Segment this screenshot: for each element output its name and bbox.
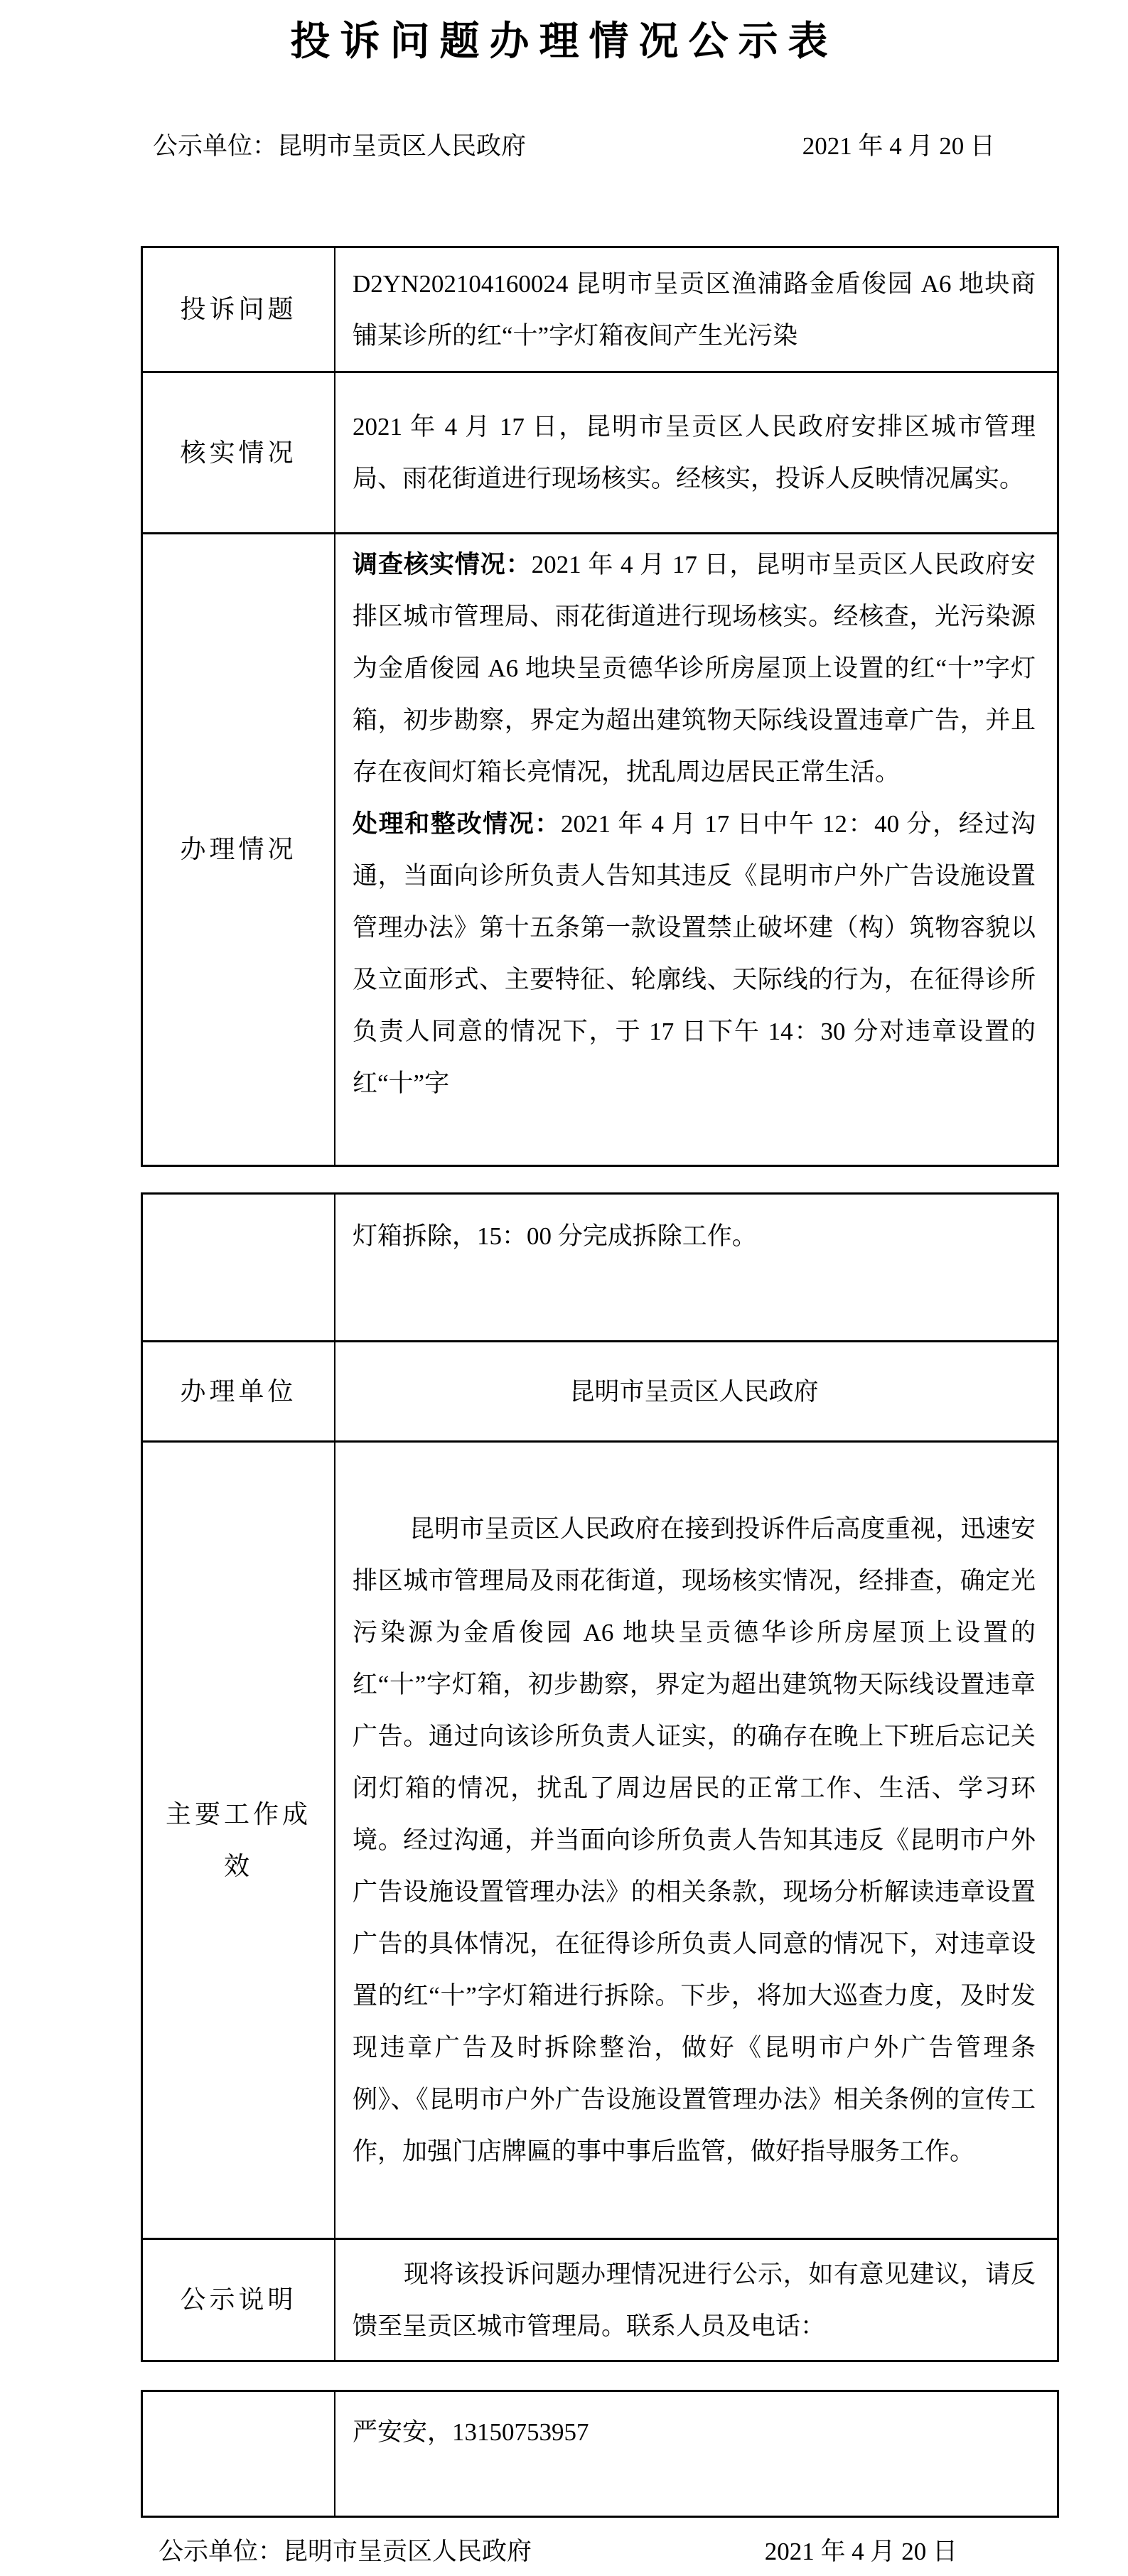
handling-unit-text: 昆明市呈贡区人民政府 <box>569 1377 819 1406</box>
table-page1 <box>141 246 1059 1167</box>
row-content-verification <box>335 373 1057 532</box>
row-content-publicity-note <box>335 2240 1057 2360</box>
footer-meta-line <box>159 2532 957 2567</box>
row-content-contact <box>335 2392 1057 2516</box>
table-page3 <box>141 2390 1059 2518</box>
table-row-publicity-note <box>143 2238 1057 2360</box>
header-meta-line <box>153 126 995 162</box>
row-label-text: 核实情况 <box>180 438 297 467</box>
footer-date: 2021 年 4 月 20 日 <box>764 2538 957 2565</box>
table-page2 <box>141 1192 1059 2362</box>
table-row-handling-unit <box>143 1340 1057 1440</box>
row-label-empty <box>143 2392 335 2516</box>
rectification-text: 2021 年 4 月 17 日中午 12：40 分，经过沟通，当面向诊所负责人告知其违反《昆明市户外广告设施设置管理办法》第十五条第一款设置禁止破坏建（构）筑物容貌以及立面形式、主要特征、轮廓线、天际线的行为，在征得诊所负责人同意的情况下，于 17 日下午 14：30 分对违章设置的红“十”字 <box>353 810 1036 1097</box>
table-row-handling <box>143 532 1057 1165</box>
publicity-note-text: 现将该投诉问题办理情况进行公示，如有意见建议，请反馈至呈贡区城市管理局。联系人员及电话： <box>353 2260 1036 2340</box>
investigation-lead-in: 调查核实情况： <box>353 551 532 578</box>
table-row-main-achievements <box>143 1440 1057 2238</box>
row-label-text: 主要工作成效 <box>165 1799 311 1880</box>
row-label-text: 公示说明 <box>180 2285 297 2314</box>
complaint-issue-text: D2YN202104160024 昆明市呈贡区渔浦路金盾俊园 A6 地块商铺某诊所的红“十”字灯箱夜间产生光污染 <box>353 269 1036 350</box>
handling-paragraph-rectification <box>353 798 1036 1109</box>
contact-person-phone-text: 严安安，13150753957 <box>353 2418 589 2446</box>
rectification-lead-in: 处理和整改情况： <box>353 810 561 838</box>
handling-paragraph-investigation <box>353 539 1036 798</box>
row-content-main-achievements <box>335 1443 1057 2238</box>
row-label-empty <box>143 1195 335 1340</box>
header-publicity-unit: 公示单位：昆明市呈贡区人民政府 <box>153 132 527 160</box>
verification-text: 2021 年 4 月 17 日，昆明市呈贡区人民政府安排区城市管理局、雨花街道进行现场核实。经核实，投诉人反映情况属实。 <box>353 413 1036 492</box>
row-content-handling-unit <box>335 1342 1057 1440</box>
header-date: 2021 年 4 月 20 日 <box>802 132 995 160</box>
row-label-text: 办理情况 <box>180 835 297 863</box>
table-row-contact <box>143 2392 1057 2516</box>
table-row-complaint-issue <box>143 248 1057 371</box>
row-label-main-achievements <box>143 1443 335 2238</box>
investigation-text: 2021 年 4 月 17 日，昆明市呈贡区人民政府安排区城市管理局、雨花街道进行现场核实。经核查，光污染源为金盾俊园 A6 地块呈贡德华诊所房屋顶上设置的红“十”字灯箱，初步勘察，界定为超出建筑物天际线设置违章广告，并且存在夜间灯箱长亮情况，扰乱周边居民正常生活。 <box>353 551 1036 786</box>
footer-publicity-unit: 公示单位：昆明市呈贡区人民政府 <box>159 2538 532 2565</box>
row-label-text: 办理单位 <box>180 1376 297 1406</box>
row-content-handling-continued <box>335 1195 1057 1340</box>
row-label-verification <box>143 373 335 532</box>
row-label-publicity-note <box>143 2240 335 2360</box>
row-label-text: 投诉问题 <box>180 295 297 323</box>
row-label-complaint-issue <box>143 248 335 371</box>
table-row-verification <box>143 371 1057 532</box>
page-title: 投诉问题办理情况公示表 <box>290 20 838 64</box>
row-content-handling <box>335 534 1057 1165</box>
main-achievements-text: 昆明市呈贡区人民政府在接到投诉件后高度重视，迅速安排区城市管理局及雨花街道，现场核实情况，经排查，确定光污染源为金盾俊园 A6 地块呈贡德华诊所房屋顶上设置的红“十”字灯箱，初步勘察，界定为超出建筑物天际线设置违章广告。通过向该诊所负责人证实，的确存在晚上下班后忘记关闭灯箱的情况，扰乱了周边居民的正常工作、生活、学习环境。经过沟通，并当面向诊所负责人告知其违反《昆明市户外广告设施设置管理办法》的相关条款，现场分析解读违章设置广告的具体情况，在征得诊所负责人同意的情况下，对违章设置的红“十”字灯箱进行拆除。下步，将加大巡查力度，及时发现违章广告及时拆除整治，做好《昆明市户外广告管理条例》、《昆明市户外广告设施设置管理办法》相关条例的宣传工作，加强门店牌匾的事中事后监管，做好指导服务工作。 <box>353 1515 1036 2165</box>
row-label-handling-unit <box>143 1342 335 1440</box>
table-row-handling-continued <box>143 1195 1057 1340</box>
handling-continued-text: 灯箱拆除，15：00 分完成拆除工作。 <box>353 1222 757 1250</box>
row-label-handling <box>143 534 335 1165</box>
row-content-complaint-issue <box>335 248 1057 371</box>
